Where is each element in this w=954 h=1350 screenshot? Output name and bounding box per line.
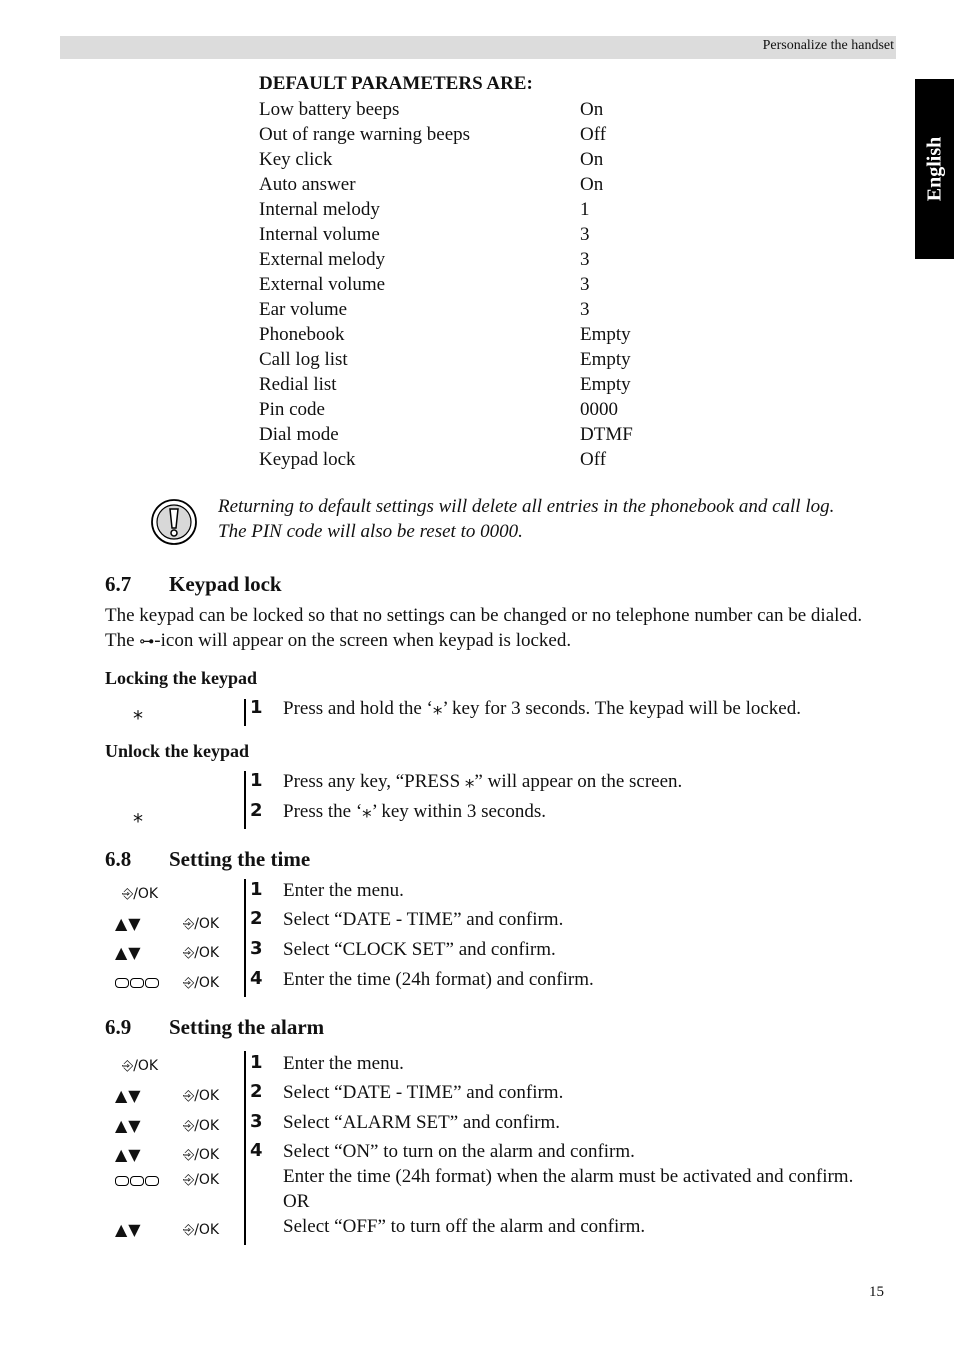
star-key-icon: ⁎ — [133, 700, 143, 724]
defaults-row — [259, 297, 759, 322]
step-divider — [244, 879, 246, 997]
menu-ok-icon: ⎆/OK — [183, 1147, 220, 1163]
defaults-value: 3 — [580, 224, 590, 245]
unlock-step-text-a: Press the ‘ — [283, 801, 363, 822]
defaults-label: Auto answer — [259, 174, 356, 195]
time-step-text: Enter the time (24h format) and confirm. — [283, 969, 594, 990]
menu-ok-icon: ⎆/OK — [183, 975, 220, 991]
unlock-step-text — [283, 799, 546, 824]
number-keys-icon — [115, 978, 159, 988]
defaults-label: External volume — [259, 274, 386, 295]
time-step-text: Select “CLOCK SET” and confirm. — [283, 939, 556, 960]
defaults-label: Ear volume — [259, 299, 348, 320]
time-step-number: 2 — [250, 908, 263, 929]
alarm-extra-text: Enter the time (24h format) when the alarm must be activated and confirm. — [283, 1166, 854, 1187]
section-6-7-para-1: The keypad can be locked so that no settings can be changed or no telephone number can be dialed. — [105, 605, 863, 626]
defaults-row — [259, 222, 759, 247]
alarm-or-text: OR — [283, 1191, 310, 1212]
unlock-step-text — [283, 769, 682, 794]
defaults-value: 3 — [580, 299, 590, 320]
time-step-number: 1 — [250, 879, 263, 900]
star-key-icon: ⁎ — [133, 803, 143, 827]
menu-ok-icon: ⎆/OK — [183, 1172, 220, 1188]
time-step-text: Enter the menu. — [283, 880, 404, 901]
defaults-row — [259, 447, 759, 472]
defaults-row — [259, 197, 759, 222]
menu-ok-icon: ⎆/OK — [183, 1222, 220, 1238]
defaults-label: External melody — [259, 249, 386, 270]
alarm-step-text: Select “ON” to turn on the alarm and confirm. — [283, 1141, 635, 1162]
menu-ok-icon: ⎆/OK — [183, 945, 220, 961]
alarm-step-number: 4 — [250, 1140, 263, 1161]
unlock-step-number: 2 — [250, 800, 263, 821]
defaults-value: Empty — [580, 374, 631, 395]
alarm-step-number: 2 — [250, 1081, 263, 1102]
defaults-label: Call log list — [259, 349, 348, 370]
defaults-row — [259, 122, 759, 147]
defaults-row — [259, 147, 759, 172]
section-6-9-number: 6.9 — [105, 1015, 132, 1039]
defaults-value: Off — [580, 449, 607, 470]
up-down-icon: ▲▼ — [115, 1116, 142, 1135]
defaults-value: Off — [580, 124, 607, 145]
unlock-step-number: 1 — [250, 770, 263, 791]
star-key-icon: ⁎ — [464, 770, 475, 792]
defaults-row — [259, 322, 759, 347]
alarm-step-number: 1 — [250, 1052, 263, 1073]
defaults-label: Dial mode — [259, 424, 339, 445]
defaults-value: On — [580, 149, 604, 170]
defaults-label: Internal volume — [259, 224, 380, 245]
menu-ok-icon: ⎆/OK — [183, 1088, 220, 1104]
star-key-icon: ⁎ — [362, 800, 372, 822]
up-down-icon: ▲▼ — [115, 914, 142, 933]
alarm-step-text: Select “ALARM SET” and confirm. — [283, 1112, 561, 1133]
header-title: Personalize the handset — [762, 38, 894, 53]
section-6-7-number: 6.7 — [105, 572, 132, 596]
menu-ok-icon: ⎆/OK — [122, 886, 159, 902]
section-6-8-number: 6.8 — [105, 847, 132, 871]
defaults-value: Empty — [580, 349, 631, 370]
defaults-value: On — [580, 174, 604, 195]
lock-step-text — [283, 696, 801, 721]
language-tab — [915, 79, 954, 259]
unlock-step-text-a: Press any key, “PRESS — [283, 771, 465, 792]
defaults-value: 0000 — [580, 399, 618, 420]
lock-step-text-b: ’ key for 3 seconds. The keypad will be locked. — [442, 698, 801, 719]
section-6-7-para-2 — [105, 628, 571, 654]
number-keys-icon — [115, 1176, 159, 1186]
defaults-label: Pin code — [259, 399, 325, 420]
defaults-row — [259, 247, 759, 272]
step-divider — [244, 1051, 246, 1245]
menu-ok-icon: ⎆/OK — [183, 1118, 220, 1134]
menu-ok-icon: ⎆/OK — [122, 1058, 159, 1074]
defaults-row — [259, 372, 759, 397]
step-divider — [244, 699, 246, 726]
unlock-step-text-b: ’ key within 3 seconds. — [371, 801, 546, 822]
defaults-row — [259, 347, 759, 372]
defaults-heading: DEFAULT PARAMETERS ARE: — [259, 73, 533, 94]
defaults-label: Low battery beeps — [259, 99, 400, 120]
defaults-row — [259, 397, 759, 422]
lock-step-text-a: Press and hold the ‘ — [283, 698, 433, 719]
time-step-number: 4 — [250, 968, 263, 989]
warning-icon — [150, 499, 198, 545]
locking-subtitle: Locking the keypad — [105, 668, 258, 688]
defaults-label: Keypad lock — [259, 449, 356, 470]
defaults-value: Empty — [580, 324, 631, 345]
defaults-label: Out of range warning beeps — [259, 124, 471, 145]
section-6-9-title: Setting the alarm — [169, 1015, 325, 1039]
up-down-icon: ▲▼ — [115, 1145, 142, 1164]
defaults-row — [259, 172, 759, 197]
defaults-label: Key click — [259, 149, 333, 170]
key-icon: ⊶ — [139, 632, 155, 650]
up-down-icon: ▲▼ — [115, 1220, 142, 1239]
unlock-step-text-b: ” will appear on the screen. — [474, 771, 683, 792]
alarm-step-number: 3 — [250, 1111, 263, 1132]
para-2-start: The — [105, 630, 140, 651]
language-tab-label: English — [923, 136, 945, 202]
alarm-step-text: Select “DATE - TIME” and confirm. — [283, 1082, 564, 1103]
defaults-row — [259, 422, 759, 447]
star-key-icon: ⁎ — [432, 697, 443, 719]
defaults-value: 1 — [580, 199, 590, 220]
page-number: 15 — [869, 1284, 884, 1300]
defaults-value: 3 — [580, 249, 590, 270]
time-step-text: Select “DATE - TIME” and confirm. — [283, 909, 564, 930]
para-2-end: -icon will appear on the screen when keypad is locked. — [154, 630, 572, 651]
alarm-step-text: Enter the menu. — [283, 1053, 404, 1074]
defaults-value: DTMF — [580, 424, 633, 445]
section-6-8-title: Setting the time — [169, 847, 311, 871]
defaults-label: Internal melody — [259, 199, 380, 220]
lock-step-number: 1 — [250, 697, 263, 718]
step-divider — [244, 771, 246, 829]
defaults-label: Redial list — [259, 374, 337, 395]
unlock-subtitle: Unlock the keypad — [105, 741, 250, 761]
menu-ok-icon: ⎆/OK — [183, 916, 220, 932]
warning-line-1: Returning to default settings will delete all entries in the phonebook and call log. — [218, 496, 835, 517]
up-down-icon: ▲▼ — [115, 943, 142, 962]
defaults-value: 3 — [580, 274, 590, 295]
up-down-icon: ▲▼ — [115, 1086, 142, 1105]
defaults-value: On — [580, 99, 604, 120]
defaults-label: Phonebook — [259, 324, 345, 345]
section-6-7-title: Keypad lock — [169, 572, 282, 596]
defaults-row — [259, 97, 759, 122]
alarm-off-text: Select “OFF” to turn off the alarm and confirm. — [283, 1216, 646, 1237]
warning-line-2: The PIN code will also be reset to 0000. — [218, 521, 523, 542]
defaults-row — [259, 272, 759, 297]
time-step-number: 3 — [250, 938, 263, 959]
